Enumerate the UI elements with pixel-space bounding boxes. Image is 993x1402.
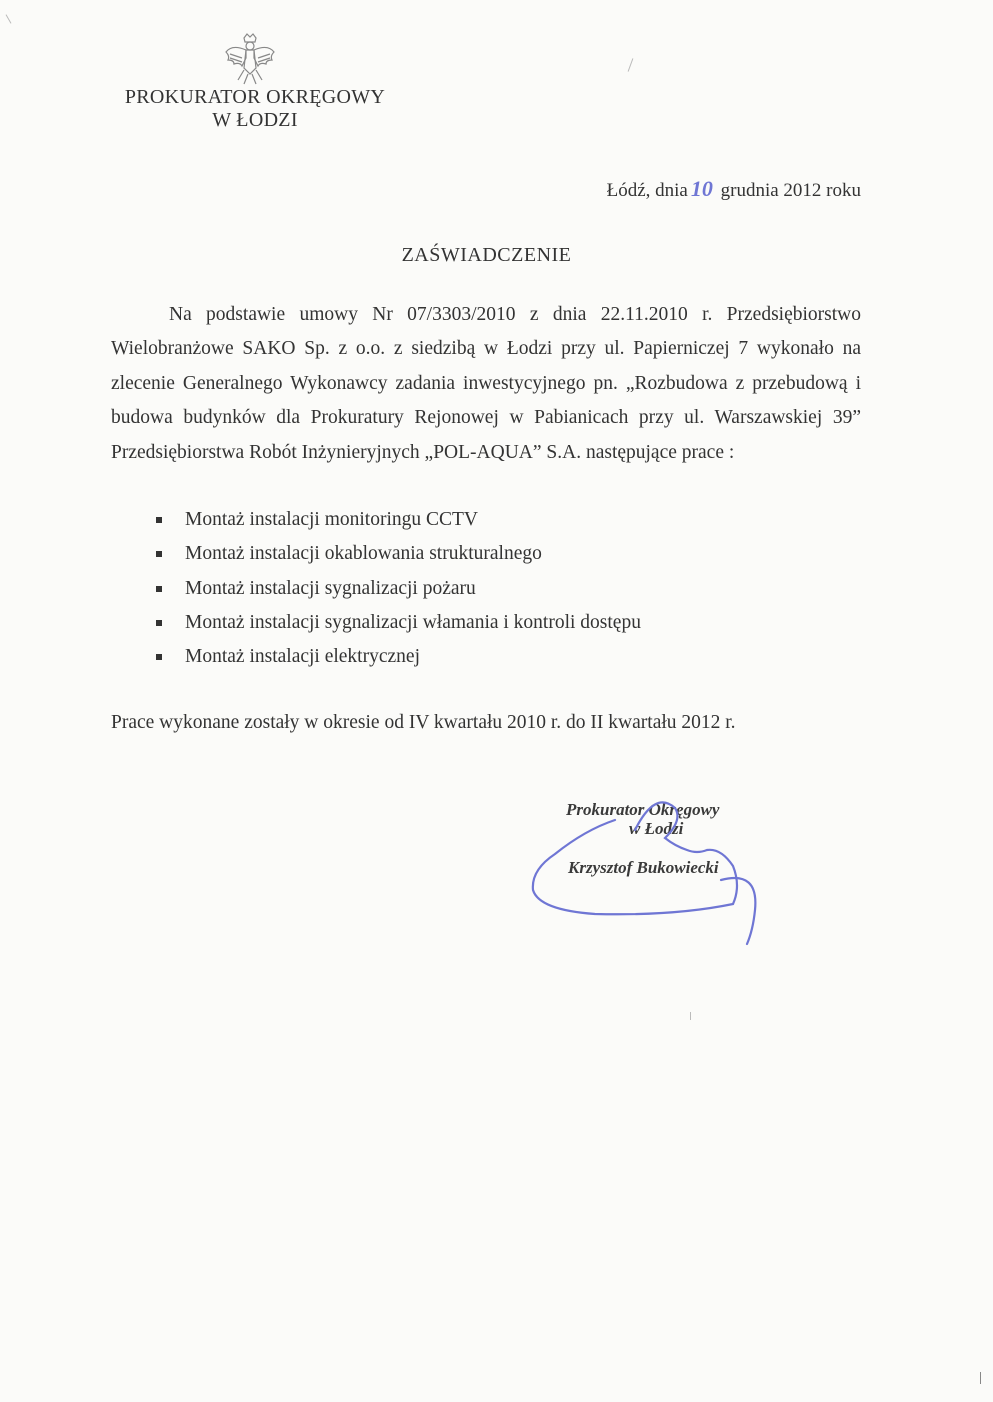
scan-speck <box>6 14 12 23</box>
date-day-handwritten: 10 <box>690 176 713 201</box>
scan-speck <box>980 1372 981 1384</box>
list-item: Montaż instalacji okablowania strukturalnego <box>156 537 641 571</box>
list-item: Montaż instalacji monitoringu CCTV <box>156 503 641 537</box>
document-title: ZAŚWIADCZENIE <box>401 244 572 266</box>
body-paragraph-text: Na podstawie umowy Nr 07/3303/2010 z dnia 22.11.2010 r. Przedsiębiorstwo Wielobranżowe SAKO Sp. z o.o. z siedzibą w Łodzi przy ul. Papierniczej 7 wykonało na zlecenie Generalnego Wykonawcy zadania inwestycyjnego pn. „Rozbudowa z przebudową i budowa budynków dla Prokuratury Rejonowej w Pabianicach przy ul. Warszawskiej 39” Przedsiębiorstwa Robót Inżynieryjnych „POL-AQUA” S.A. następujące prace : <box>111 304 861 463</box>
stamp-name: Krzysztof Bukowiecki <box>568 858 719 877</box>
office-city: W ŁODZI <box>212 109 298 131</box>
list-item: Montaż instalacji sygnalizacji pożaru <box>156 572 641 606</box>
polish-eagle-emblem-icon <box>222 32 278 88</box>
date-suffix: grudnia 2012 roku <box>720 180 861 201</box>
document-date <box>607 176 861 202</box>
date-prefix: Łódź, dnia <box>606 180 688 201</box>
issuing-office <box>100 86 410 132</box>
stamp-title: Prokurator Okręgowy <box>566 800 720 819</box>
scan-speck <box>690 1012 691 1020</box>
list-item: Montaż instalacji elektrycznej <box>156 640 641 674</box>
stamp-city: w Łodzi <box>629 819 684 838</box>
scan-speck <box>628 58 634 71</box>
works-list <box>156 503 641 674</box>
list-item: Montaż instalacji sygnalizacji włamania i kontroli dostępu <box>156 606 641 640</box>
handwritten-signature <box>525 790 775 960</box>
work-period: Prace wykonane zostały w okresie od IV kwartału 2010 r. do II kwartału 2012 r. <box>111 712 736 733</box>
office-title: PROKURATOR OKRĘGOWY <box>124 86 386 108</box>
body-paragraph <box>111 298 861 470</box>
